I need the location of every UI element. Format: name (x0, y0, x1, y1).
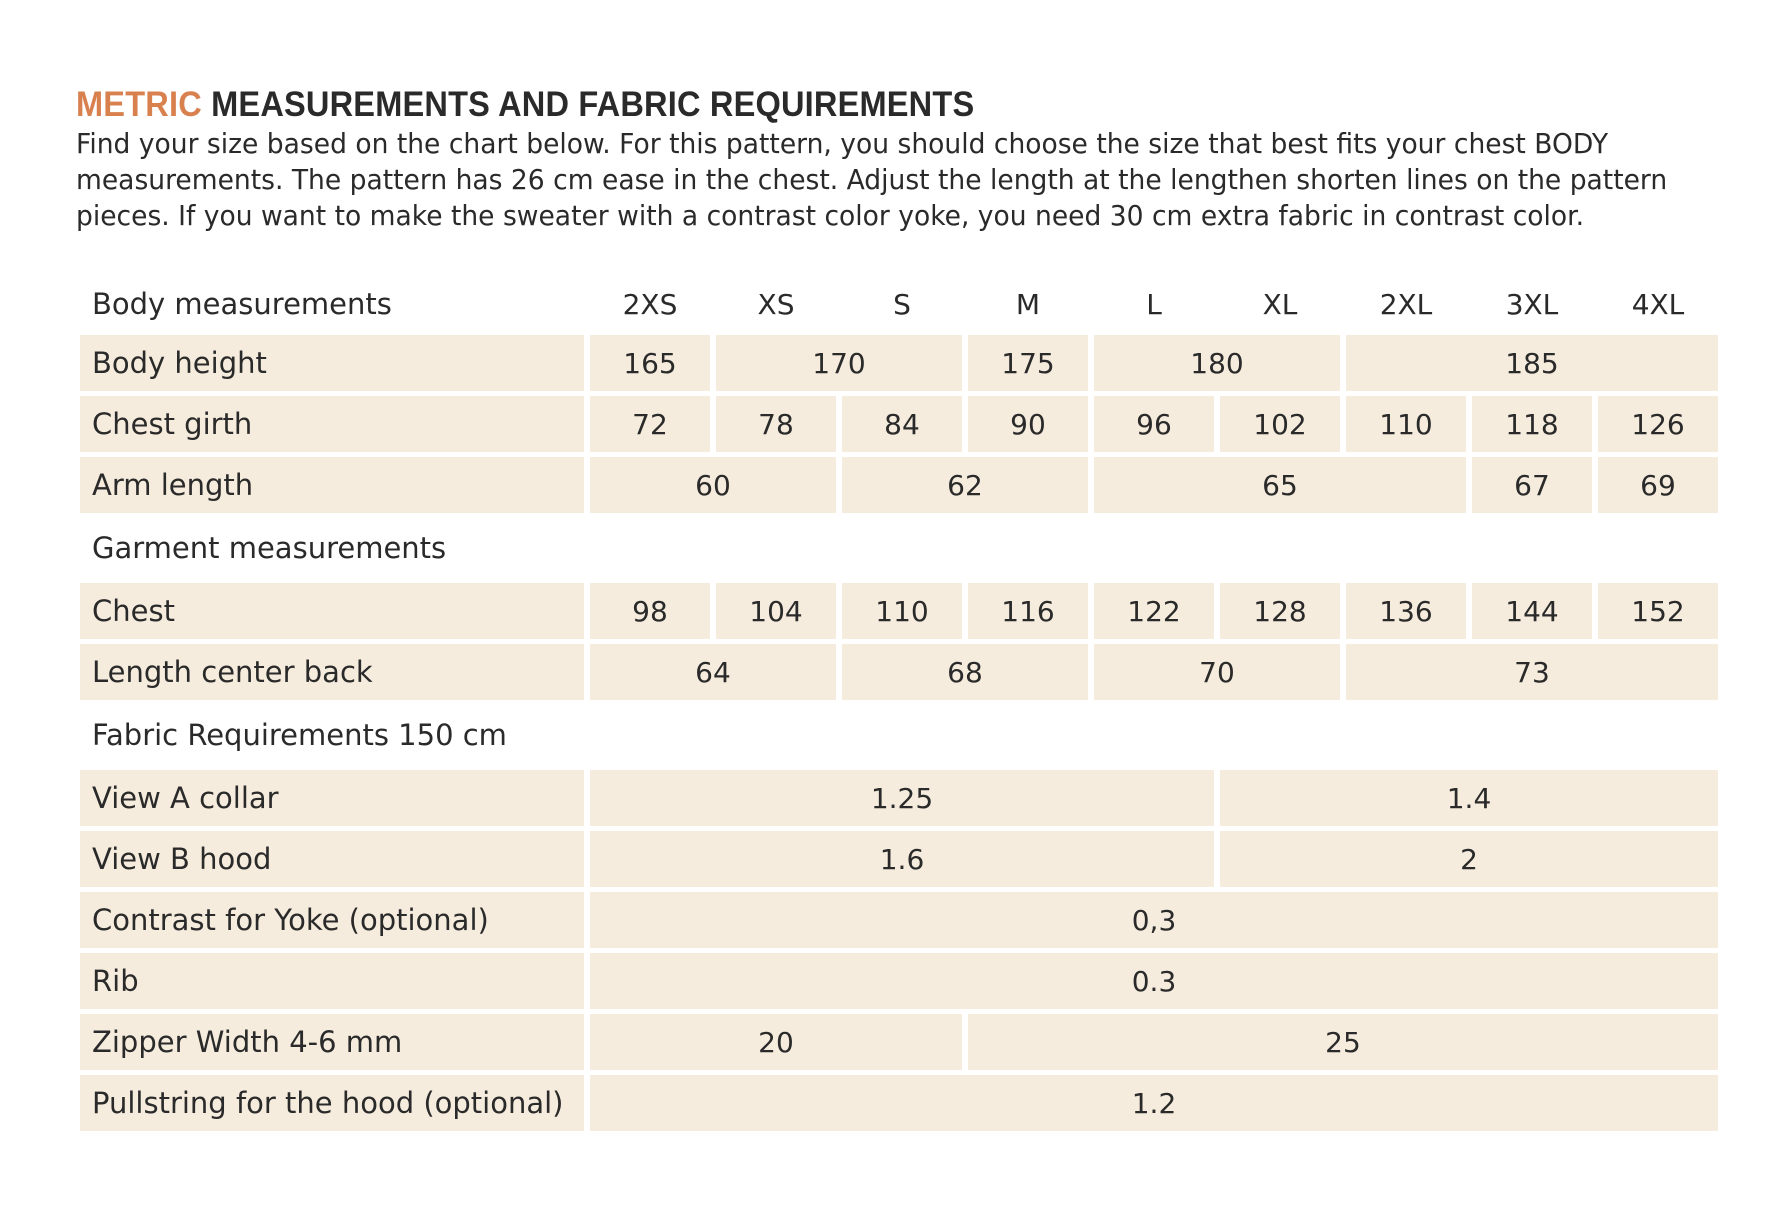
size-header-xs: XS (757, 287, 795, 321)
size-header-2xl: 2XL (1379, 287, 1433, 321)
table-cell: 185 (1346, 335, 1718, 391)
table-cell: 90 (968, 396, 1088, 452)
table-cell: 68 (842, 644, 1088, 700)
table-cell: 98 (590, 583, 710, 639)
table-cell: 25 (968, 1014, 1718, 1070)
table-cell: 20 (590, 1014, 962, 1070)
title-rest: MEASUREMENTS AND FABRIC REQUIREMENTS (211, 85, 975, 124)
table-cell: 65 (1094, 457, 1466, 513)
table-cell: 116 (968, 583, 1088, 639)
table-cell: 165 (590, 335, 710, 391)
row-label-body-height: Body height (80, 335, 584, 391)
row-label-arm-length: Arm length (80, 457, 584, 513)
table-cell: 144 (1472, 583, 1592, 639)
table-cell: 67 (1472, 457, 1592, 513)
table-cell: 175 (968, 335, 1088, 391)
row-label-contrast-yoke: Contrast for Yoke (optional) (80, 892, 584, 948)
title-accent: METRIC (76, 85, 202, 124)
table-cell: 1.2 (590, 1075, 1718, 1131)
table-cell: 122 (1094, 583, 1214, 639)
table-cell: 1.6 (590, 831, 1214, 887)
table-cell: 110 (842, 583, 962, 639)
row-label-view-a-collar: View A collar (80, 770, 584, 826)
table-cell: 136 (1346, 583, 1466, 639)
row-label-rib: Rib (80, 953, 584, 1009)
size-header-3xl: 3XL (1505, 287, 1559, 321)
table-cell: 69 (1598, 457, 1718, 513)
row-label-zipper: Zipper Width 4-6 mm (80, 1014, 584, 1070)
table-cell: 72 (590, 396, 710, 452)
row-label-pullstring: Pullstring for the hood (optional) (80, 1075, 584, 1131)
intro-paragraph: Find your size based on the chart below. For this pattern, you should choose the size that best fits your chest BODY measurements. The pattern has 26 cm ease in the chest. Adjust the length at the lengthen shorten lines on the pattern pieces. If you want to make the sweater with a contrast color yoke, you need 30 cm extra fabric in contrast color. (76, 128, 1668, 232)
table-cell: 152 (1598, 583, 1718, 639)
row-label-chest-girth: Chest girth (80, 396, 584, 452)
size-header-2xs: 2XS (622, 287, 678, 321)
table-cell: 102 (1220, 396, 1340, 452)
size-header-s: S (893, 287, 911, 321)
table-cell: 128 (1220, 583, 1340, 639)
table-cell: 70 (1094, 644, 1340, 700)
table-cell: 64 (590, 644, 836, 700)
section-heading-fabric: Fabric Requirements 150 cm (92, 718, 507, 752)
table-cell: 170 (716, 335, 962, 391)
table-cell: 2 (1220, 831, 1718, 887)
table-cell: 0,3 (590, 892, 1718, 948)
table-cell: 78 (716, 396, 836, 452)
size-chart-table (80, 278, 1718, 1131)
table-cell: 1.4 (1220, 770, 1718, 826)
section-heading-body: Body measurements (92, 287, 392, 321)
row-label-view-b-hood: View B hood (80, 831, 584, 887)
page-title (76, 84, 1601, 126)
page-header (76, 84, 1716, 234)
size-header-4xl: 4XL (1631, 287, 1685, 321)
table-cell: 60 (590, 457, 836, 513)
table-cell: 84 (842, 396, 962, 452)
table-cell: 96 (1094, 396, 1214, 452)
table-cell: 110 (1346, 396, 1466, 452)
table-cell: 118 (1472, 396, 1592, 452)
table-cell: 1.25 (590, 770, 1214, 826)
table-cell: 0.3 (590, 953, 1718, 1009)
table-cell: 104 (716, 583, 836, 639)
size-header-l: L (1146, 287, 1162, 321)
size-header-m: M (1015, 287, 1041, 321)
row-label-length-center-back: Length center back (80, 644, 584, 700)
table-cell: 73 (1346, 644, 1718, 700)
size-header-xl: XL (1262, 287, 1298, 321)
row-label-chest: Chest (80, 583, 584, 639)
table-cell: 62 (842, 457, 1088, 513)
table-cell: 126 (1598, 396, 1718, 452)
section-heading-garment: Garment measurements (92, 531, 447, 565)
table-cell: 180 (1094, 335, 1340, 391)
